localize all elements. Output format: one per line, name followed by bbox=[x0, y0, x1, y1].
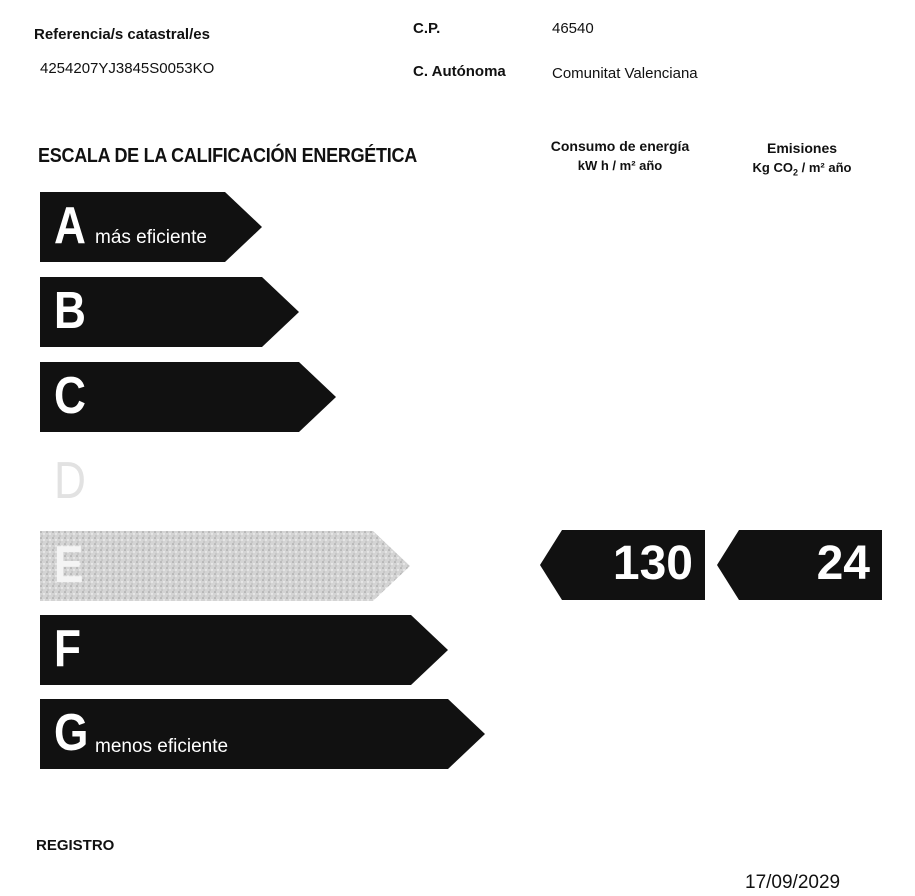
rating-arrow-e bbox=[40, 531, 410, 601]
emisiones-title: Emisiones bbox=[766, 140, 838, 156]
rating-letter-a: A bbox=[54, 197, 86, 255]
rating-arrow-d bbox=[40, 447, 373, 517]
rating-letter-d: D bbox=[54, 452, 86, 510]
arrow-shape-g bbox=[40, 699, 485, 769]
postal-code-value: 46540 bbox=[552, 20, 594, 37]
emisiones-value-arrow bbox=[717, 530, 882, 600]
consumo-unit: kW h / m² año bbox=[577, 158, 663, 173]
rating-letter-g: G bbox=[54, 704, 89, 762]
consumo-header bbox=[530, 136, 710, 176]
region-label: C. Autónoma bbox=[413, 63, 506, 80]
emisiones-unit: Kg $CO_2 / m^2$ año bbox=[752, 160, 852, 178]
consumo-value-arrow bbox=[540, 530, 705, 600]
rating-arrow-b bbox=[40, 277, 299, 347]
rating-arrow-a bbox=[40, 192, 262, 262]
least-efficient-caption: menos eficiente bbox=[95, 736, 229, 757]
emisiones-header bbox=[722, 138, 882, 183]
rating-letter-e: E bbox=[54, 536, 84, 594]
rating-letter-f: F bbox=[54, 620, 82, 678]
registro-label: REGISTRO bbox=[36, 837, 115, 854]
arrow-shape-e bbox=[40, 531, 410, 601]
rating-letter-c: C bbox=[54, 367, 86, 425]
rating-arrow-g bbox=[40, 699, 485, 769]
cadastral-ref-value: 4254207YJ3845S0053KO bbox=[40, 60, 215, 77]
registro-date: 17/09/2029 bbox=[745, 872, 841, 893]
arrow-shape-f bbox=[40, 615, 448, 685]
rating-letter-b: B bbox=[54, 282, 86, 340]
emisiones-value: 24 bbox=[816, 537, 870, 590]
consumo-title: Consumo de energía bbox=[550, 138, 690, 154]
consumo-value: 130 bbox=[612, 537, 693, 590]
most-efficient-caption: más eficiente bbox=[95, 227, 207, 248]
postal-code-label: C.P. bbox=[413, 20, 441, 37]
rating-arrow-c bbox=[40, 362, 336, 432]
rating-arrow-f bbox=[40, 615, 448, 685]
scale-title: ESCALA DE LA CALIFICACIÓN ENERGÉTICA bbox=[38, 145, 417, 167]
region-value: Comunitat Valenciana bbox=[552, 65, 698, 82]
cadastral-ref-label: Referencia/s catastral/es bbox=[34, 26, 210, 43]
